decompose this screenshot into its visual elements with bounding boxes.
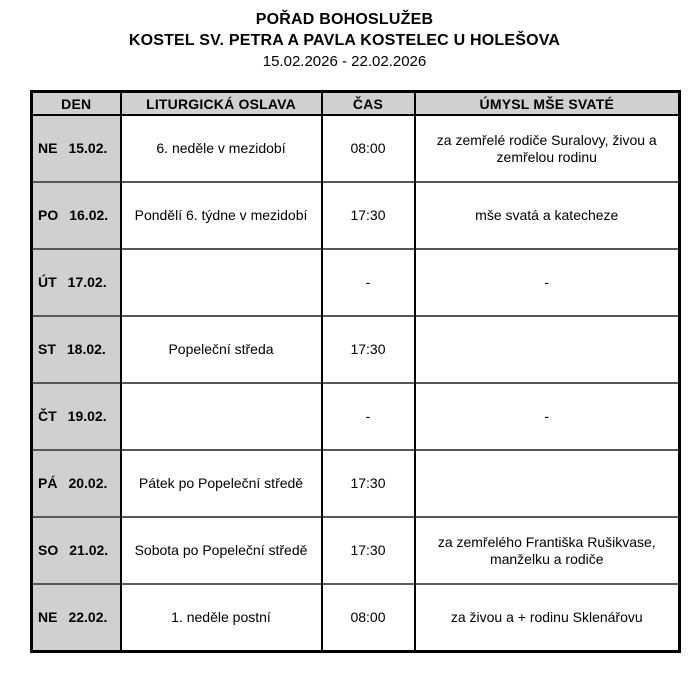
column-header-den: DEN <box>32 92 121 116</box>
document-title: POŘAD BOHOSLUŽEB <box>255 11 434 28</box>
day-cell <box>32 249 121 316</box>
day-date: 17.02. <box>67 274 107 290</box>
day-abbrev: ČT <box>38 408 57 424</box>
day-cell <box>32 517 121 584</box>
schedule-table <box>30 90 681 653</box>
day-abbrev: SO <box>38 542 59 558</box>
celebration-cell: Pondělí 6. týdne v mezidobí <box>121 182 322 249</box>
intention-cell <box>415 316 680 383</box>
day-abbrev: PO <box>38 207 59 223</box>
intention-cell: - <box>415 383 680 450</box>
table-row <box>32 383 680 450</box>
day-label <box>33 341 120 358</box>
table-row <box>32 249 680 316</box>
table-row <box>32 182 680 249</box>
day-abbrev: NE <box>38 608 58 625</box>
day-cell <box>32 316 121 383</box>
celebration-cell <box>121 383 322 450</box>
celebration-cell: Pátek po Popeleční středě <box>121 450 322 517</box>
day-cell <box>32 182 121 249</box>
day-cell <box>32 584 121 651</box>
celebration-cell: 6. neděle v mezidobí <box>121 115 322 182</box>
day-date: 19.02. <box>67 408 107 424</box>
day-abbrev: ST <box>38 341 56 357</box>
day-cell <box>32 450 121 517</box>
column-header-intention: ÚMYSL MŠE SVATÉ <box>415 92 680 116</box>
celebration-cell: Sobota po Popeleční středě <box>121 517 322 584</box>
column-header-liturgical: LITURGICKÁ OSLAVA <box>121 92 322 116</box>
time-cell: 08:00 <box>322 115 415 182</box>
time-cell: 17:30 <box>322 316 415 383</box>
table-row <box>32 115 680 182</box>
day-date: 16.02. <box>69 207 109 223</box>
day-abbrev: ÚT <box>38 274 57 290</box>
time-cell: 08:00 <box>322 584 415 651</box>
date-range: 15.02.2026 - 22.02.2026 <box>262 53 427 70</box>
celebration-cell: Popeleční středa <box>121 316 322 383</box>
day-cell <box>32 115 121 182</box>
church-name: KOSTEL SV. PETRA A PAVLA KOSTELEC U HOLEŠOVA <box>128 32 561 49</box>
day-date: 15.02. <box>68 140 108 156</box>
intention-cell: - <box>415 249 680 316</box>
time-cell: 17:30 <box>322 517 415 584</box>
day-date: 18.02. <box>66 341 106 357</box>
day-abbrev: PÁ <box>38 475 58 491</box>
intention-cell: mše svatá a katecheze <box>415 182 680 249</box>
column-header-time: ČAS <box>322 92 415 116</box>
celebration-cell: 1. neděle postní <box>121 584 322 651</box>
table-row <box>32 450 680 517</box>
intention-cell: za zemřelé rodiče Suralovy, živou a zemřelou rodinu <box>415 115 680 182</box>
table-row <box>32 316 680 383</box>
day-label <box>33 542 120 559</box>
time-cell: - <box>322 383 415 450</box>
time-cell: 17:30 <box>322 450 415 517</box>
day-date: 21.02. <box>69 542 109 558</box>
day-date: 20.02. <box>68 475 108 491</box>
day-cell <box>32 383 121 450</box>
time-cell: 17:30 <box>322 182 415 249</box>
day-label <box>33 274 120 291</box>
table-row <box>32 584 680 651</box>
celebration-cell <box>121 249 322 316</box>
table-row <box>32 517 680 584</box>
day-abbrev: NE <box>38 140 58 156</box>
intention-cell: za živou a + rodinu Sklenářovu <box>415 584 680 651</box>
day-label <box>33 140 120 157</box>
day-label <box>33 475 120 492</box>
time-cell: - <box>322 249 415 316</box>
intention-cell <box>415 450 680 517</box>
day-label <box>33 207 120 224</box>
table-header-row <box>32 92 680 116</box>
intention-cell: za zemřelého Františka Rušikvase, manželku a rodiče <box>415 517 680 584</box>
day-date: 22.02. <box>68 608 108 625</box>
day-label <box>33 609 120 626</box>
document-header <box>0 0 689 73</box>
day-label <box>33 408 120 425</box>
